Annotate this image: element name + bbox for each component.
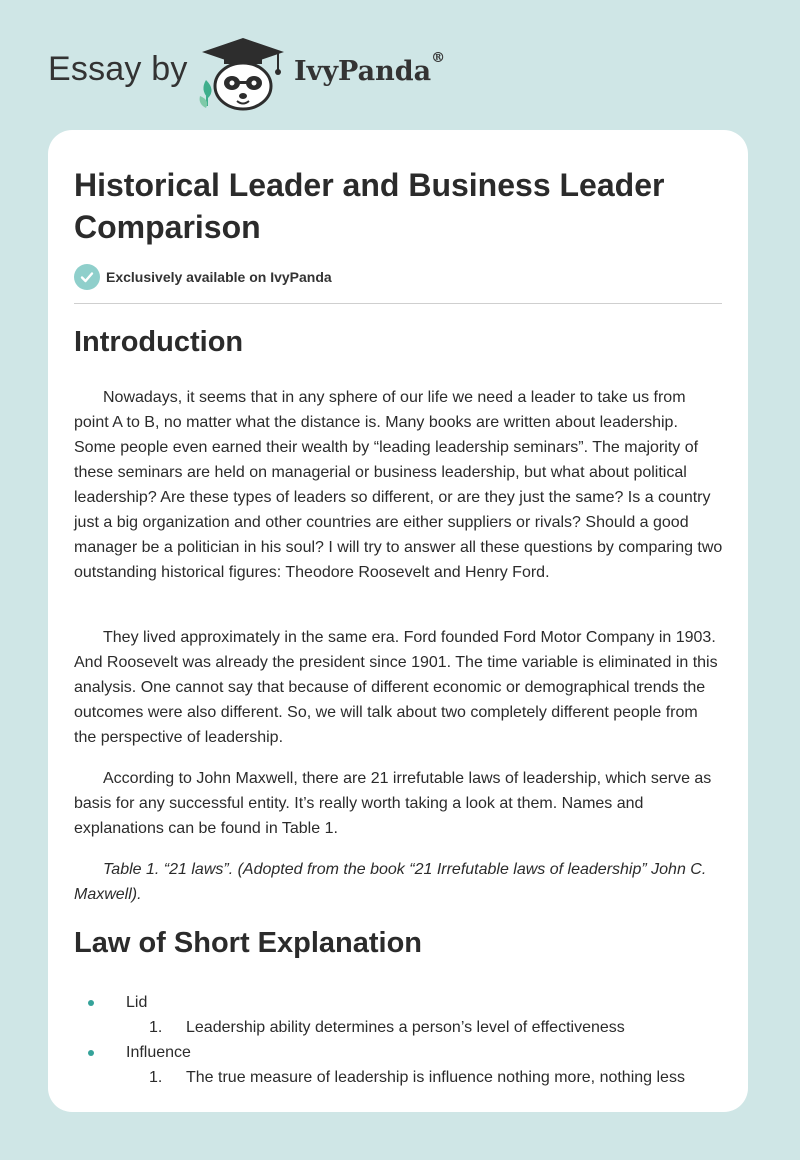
list-item-label: Lid xyxy=(126,994,148,1011)
section-heading-introduction: Introduction xyxy=(74,326,244,358)
list-item-label: Influence xyxy=(126,1044,191,1061)
brand-name xyxy=(294,50,446,87)
paragraph: According to John Maxwell, there are 21 irrefutable laws of leadership, which serve as basis for any successful entity. It’s really worth taking a look at them. Names and explanations can be found in Table 1. xyxy=(74,770,712,837)
sub-list-item xyxy=(74,1065,724,1090)
paragraph: Nowadays, it seems that in any sphere of our life we need a leader to take us from point A to B, no matter what the distance is. Many books are written about leadership. Some people even earned their wealth by “leading leadership seminars”. The majority of these seminars are held on managerial or business leadership, but what about political leadership? Are these types of leaders so different, or are they just the same? Is a country just a big organization and other countries are either suppliers or rivals? Should a good manager be a politician in his soul? I will try to answer all these questions by comparing two outstanding historical figures: Theodore Roosevelt and Henry Ford. xyxy=(74,389,723,581)
table-caption: Table 1. “21 laws”. (Adopted from the book “21 Irrefutable laws of leadership” John C. Maxwell). xyxy=(74,861,707,903)
exclusive-badge xyxy=(74,264,332,290)
laws-list xyxy=(74,990,724,1090)
sub-list-text: Leadership ability determines a person’s level of effectiveness xyxy=(186,1019,625,1036)
essay-card xyxy=(48,130,748,1112)
badge-text: Exclusively available on IvyPanda xyxy=(106,269,332,285)
brand-header xyxy=(48,36,468,116)
brand-prefix: Essay by xyxy=(48,50,188,88)
sub-list-text: The true measure of leadership is influence nothing more, nothing less xyxy=(186,1069,685,1086)
panda-logo-icon[interactable] xyxy=(198,36,288,112)
sub-list-number: 1. xyxy=(149,1019,163,1036)
list-item xyxy=(74,990,724,1015)
checkmark-icon xyxy=(74,264,100,290)
sub-list-item xyxy=(74,1015,724,1040)
registered-mark: ® xyxy=(431,50,446,66)
divider xyxy=(74,303,722,304)
section-heading-laws: Law of Short Explanation xyxy=(74,927,423,959)
sub-list-number: 1. xyxy=(149,1069,163,1086)
paragraph: They lived approximately in the same era. Ford founded Ford Motor Company in 1903. And Roosevelt was already the president since 1901. The time variable is eliminated in this analysis. One cannot say that because of different economic or demographical trends the outcomes were also different. So, we will talk about two completely different people from the perspective of leadership. xyxy=(74,629,718,746)
brand-name-text: IvyPanda xyxy=(294,56,432,87)
bullet-icon xyxy=(88,1050,94,1056)
essay-title: Historical Leader and Business Leader Comparison xyxy=(74,167,665,245)
list-item xyxy=(74,1040,724,1065)
bullet-icon xyxy=(88,1000,94,1006)
